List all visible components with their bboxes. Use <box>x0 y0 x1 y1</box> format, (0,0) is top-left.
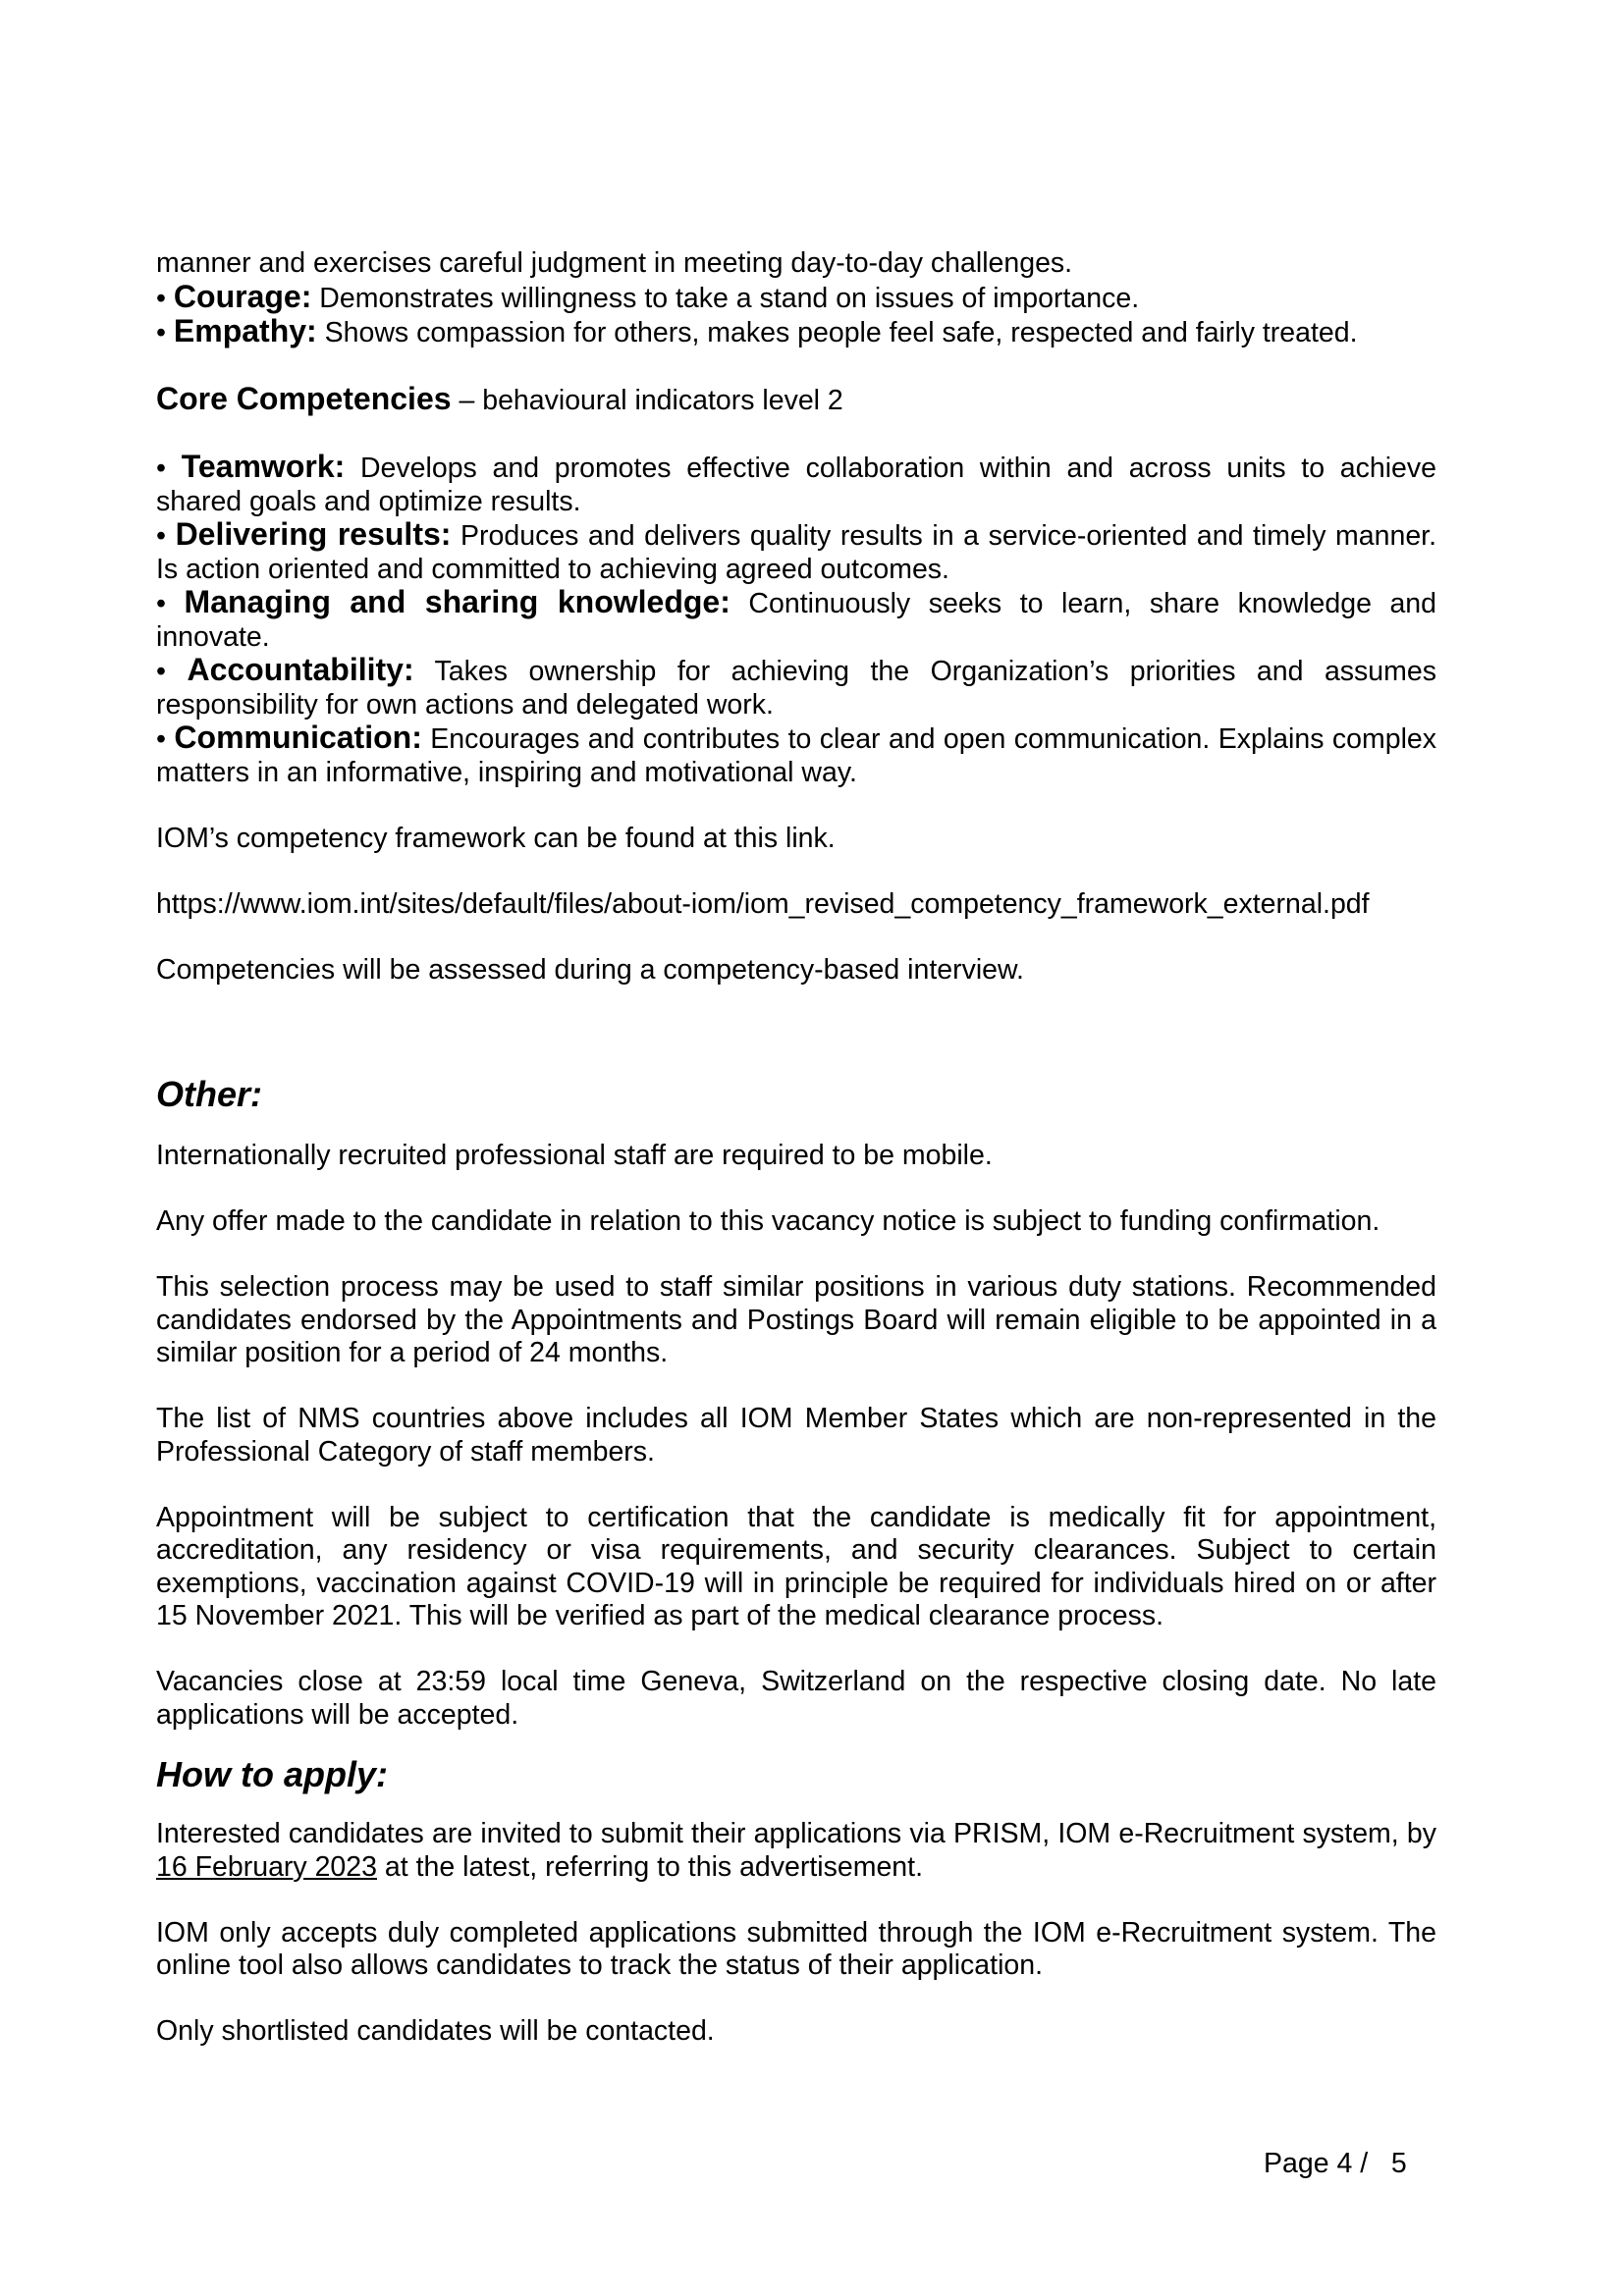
competency-text: Continuously seeks to learn, share knowledge and innovate. <box>156 588 1437 653</box>
core-competencies-title <box>156 383 1436 418</box>
competency-text: Develops and promotes effective collaboration within and across units to achieve shared goals and optimize results. <box>156 453 1437 517</box>
value-text: Shows compassion for others, makes people feel safe, respected and fairly treated. <box>316 317 1358 348</box>
competency-text: Produces and delivers quality results in a service-oriented and timely manner. Is action oriented and committed to achieving agreed outcomes. <box>156 520 1437 585</box>
other-heading: Other: <box>156 1074 262 1114</box>
apply-text-before: Interested candidates are invited to submit their applications via PRISM, IOM e-Recruitment system, by <box>156 1818 1436 1849</box>
framework-intro: IOM’s competency framework can be found at this link. <box>156 822 836 854</box>
competency-item-delivering-results <box>156 518 1436 586</box>
bullet: • <box>156 520 166 552</box>
competency-text: Takes ownership for achieving the Organization’s priorities and assumes responsibility for own actions and delegated work. <box>156 656 1436 721</box>
value-item-empathy <box>156 315 1436 350</box>
intro-continuation: manner and exercises careful judgment in meeting day-to-day challenges. <box>156 247 1073 279</box>
competency-item-communication <box>156 721 1436 789</box>
framework-link[interactable]: https://www.iom.int/sites/default/files/about-iom/iom_revised_competency_framework_external.pdf <box>156 887 1370 920</box>
competency-item-teamwork <box>156 451 1436 518</box>
bullet: • <box>156 656 166 687</box>
core-subtitle: – behavioural indicators level 2 <box>451 385 843 416</box>
framework-assessment: Competencies will be assessed during a competency-based interview. <box>156 953 1024 986</box>
bullet: • <box>156 588 166 619</box>
competency-item-managing-knowledge <box>156 586 1436 654</box>
competency-term: Communication: <box>174 720 422 755</box>
how-to-apply-paragraph: IOM only accepts duly completed applications submitted through the IOM e-Recruitment system. The online tool also allows candidates to track the status of their application. <box>156 1916 1436 1981</box>
value-term: Courage: <box>173 278 312 314</box>
bullet: • <box>156 453 166 484</box>
closing-date: 16 February 2023 <box>156 1850 377 1883</box>
page-content <box>156 247 1436 2049</box>
competency-term: Delivering results: <box>175 516 452 552</box>
how-to-apply-heading: How to apply: <box>156 1754 388 1794</box>
competency-text: Encourages and contributes to clear and open communication. Explains complex matters in an informative, inspiring and motivational way. <box>156 723 1437 788</box>
bullet: • <box>156 282 166 314</box>
competency-term: Managing and sharing knowledge: <box>184 584 730 619</box>
bullet: • <box>156 723 166 755</box>
other-paragraph: Vacancies close at 23:59 local time Geneva, Switzerland on the respective closing date. No late applications will be accepted. <box>156 1666 1436 1731</box>
other-paragraph: The list of NMS countries above includes all IOM Member States which are non-represented in the Professional Category of staff members. <box>156 1403 1436 1468</box>
other-paragraph: This selection process may be used to staff similar positions in various duty stations. Recommended candidates endorsed by the Appointments and Postings Board will remain eligible to be appointed in a similar position for a period of 24 months. <box>156 1271 1436 1368</box>
value-term: Empathy: <box>173 313 317 348</box>
value-item-courage <box>156 278 1436 316</box>
other-paragraph: Any offer made to the candidate in relation to this vacancy notice is subject to funding confirmation. <box>156 1205 1380 1237</box>
competency-item-accountability <box>156 654 1436 721</box>
value-text: Demonstrates willingness to take a stand on issues of importance. <box>311 282 1140 314</box>
other-paragraph: Internationally recruited professional staff are required to be mobile. <box>156 1140 993 1171</box>
how-to-apply-paragraph <box>156 1818 1436 1884</box>
core-title: Core Competencies <box>156 381 452 416</box>
other-paragraph: Appointment will be subject to certification that the candidate is medically fit for appointment, accreditation, any residency or visa requirements, and security clearances. Subject to certain exemptions, vaccination against COVID-19 will in principle be required for individuals hired on or after 15 November 2021. This will be verified as part of the medical clearance process. <box>156 1501 1436 1631</box>
apply-text-after: at the latest, referring to this advertisement. <box>376 1850 923 1883</box>
how-to-apply-paragraph: Only shortlisted candidates will be contacted. <box>156 2015 715 2047</box>
competency-term: Teamwork: <box>181 449 346 484</box>
competency-term: Accountability: <box>187 652 414 687</box>
page-number: Page 4 / 5 <box>1264 2148 1407 2179</box>
bullet: • <box>156 317 166 348</box>
